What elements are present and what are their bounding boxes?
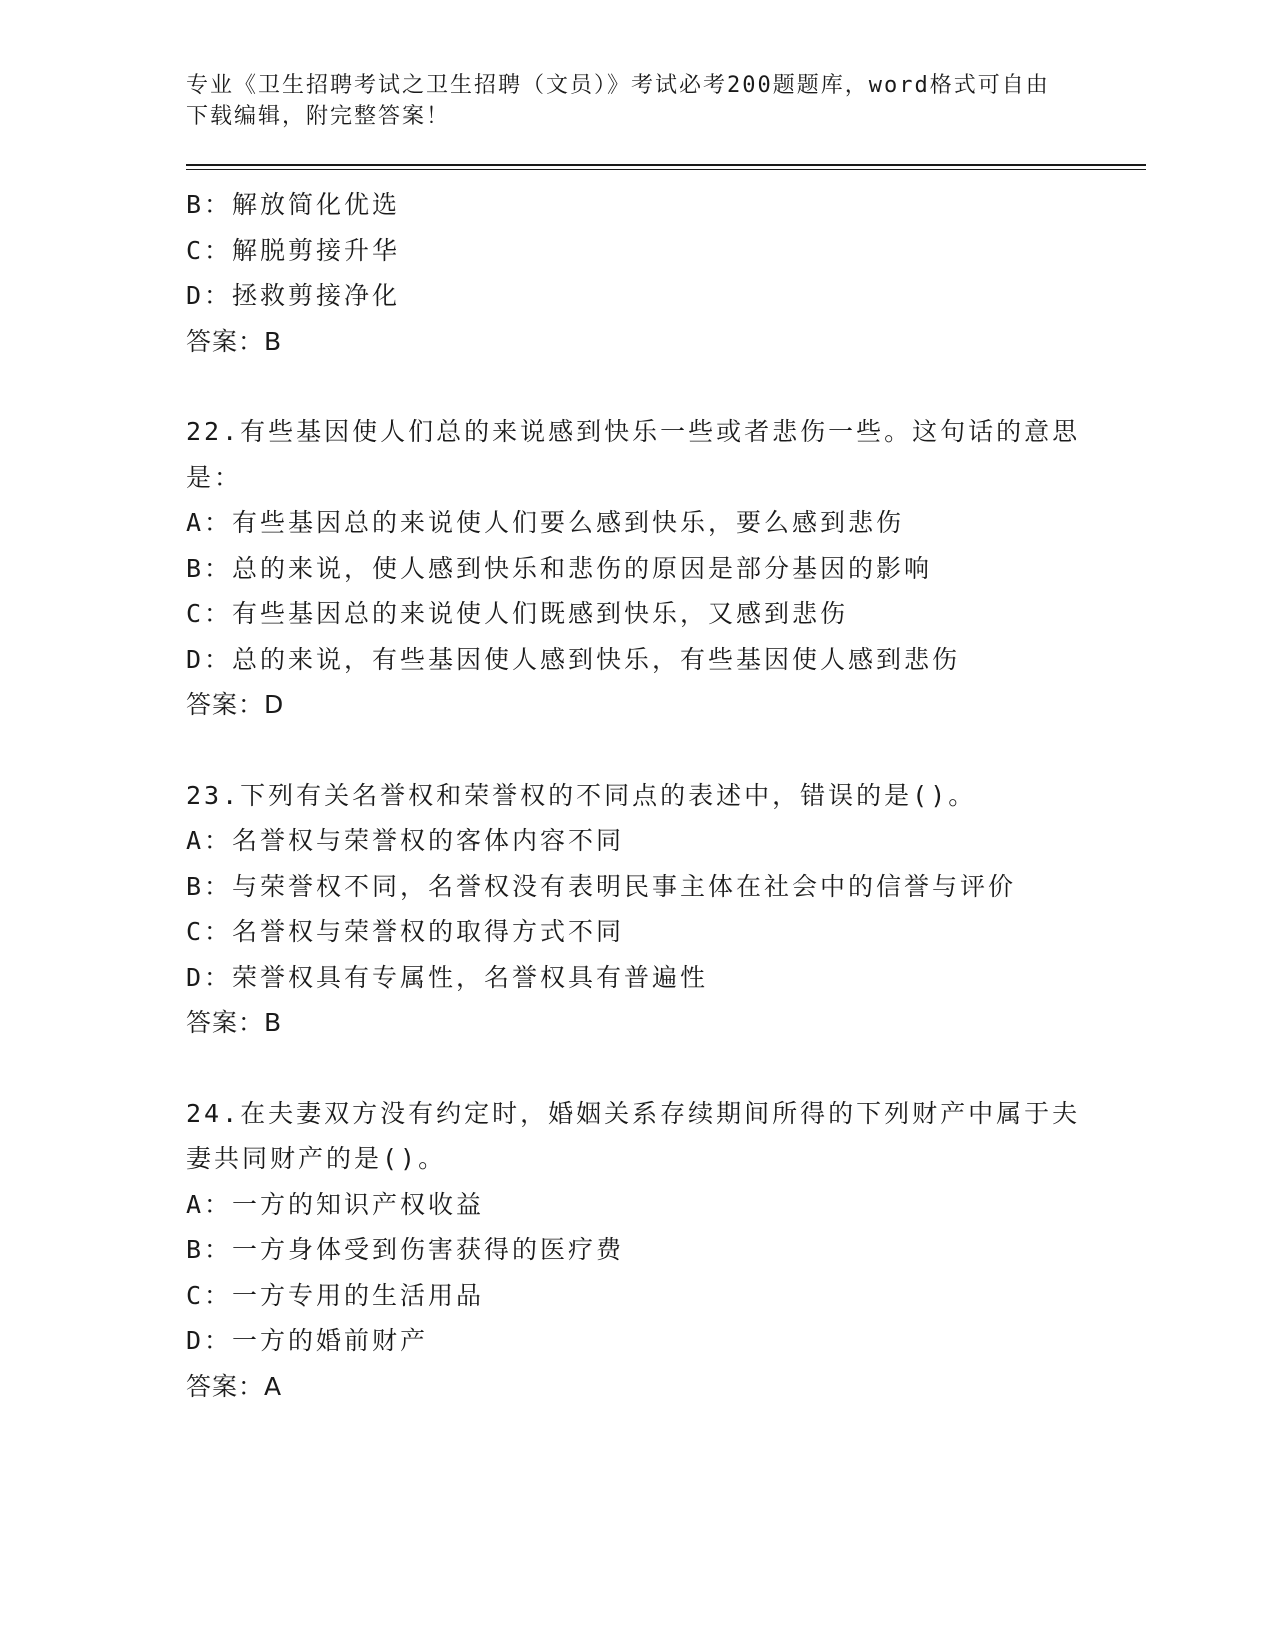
question-24 <box>186 1091 1146 1410</box>
document-page <box>186 70 1146 1409</box>
option-b: B：一方身体受到伤害获得的医疗费 <box>186 1235 625 1264</box>
answer: 答案：B <box>186 1008 283 1037</box>
option-a: A：一方的知识产权收益 <box>186 1189 485 1219</box>
answer: 答案：B <box>186 326 283 356</box>
question-list <box>186 182 1146 1409</box>
option-d: D：拯救剪接净化 <box>186 281 401 310</box>
answer: 答案：D <box>186 690 285 719</box>
divider-thick <box>186 164 1146 166</box>
option-c: C：解脱剪接升华 <box>186 235 401 265</box>
option-b: B：与荣誉权不同，名誉权没有表明民事主体在社会中的信誉与评价 <box>186 871 1017 901</box>
option-d: D：一方的婚前财产 <box>186 1326 429 1355</box>
question-22 <box>186 409 1146 728</box>
divider-thin <box>186 169 1146 170</box>
option-b: B：总的来说，使人感到快乐和悲伤的原因是部分基因的影响 <box>186 553 933 583</box>
option-c: C：名誉权与荣誉权的取得方式不同 <box>186 917 625 946</box>
option-a: A：有些基因总的来说使人们要么感到快乐，要么感到悲伤 <box>186 508 905 537</box>
document-header: 专业《卫生招聘考试之卫生招聘（文员）》考试必考200题题库，word格式可自由下载编辑，附完整答案！ <box>186 73 1050 129</box>
question-stem: 22.有些基因使人们总的来说感到快乐一些或者悲伤一些。这句话的意思是： <box>186 417 1081 492</box>
question-stem: 23.下列有关名誉权和荣誉权的不同点的表述中，错误的是()。 <box>186 780 977 810</box>
question-23 <box>186 773 1146 1046</box>
answer: 答案：A <box>186 1371 283 1401</box>
option-a: A：名誉权与荣誉权的客体内容不同 <box>186 826 625 855</box>
header-divider <box>186 164 1146 170</box>
question-21-continued <box>186 182 1146 364</box>
option-c: C：一方专用的生活用品 <box>186 1280 485 1310</box>
option-d: D：总的来说，有些基因使人感到快乐，有些基因使人感到悲伤 <box>186 644 961 674</box>
question-stem: 24.在夫妻双方没有约定时，婚姻关系存续期间所得的下列财产中属于夫妻共同财产的是()。 <box>186 1098 1081 1173</box>
option-c: C：有些基因总的来说使人们既感到快乐，又感到悲伤 <box>186 599 849 628</box>
option-b: B：解放简化优选 <box>186 190 401 219</box>
option-d: D：荣誉权具有专属性，名誉权具有普遍性 <box>186 962 709 992</box>
